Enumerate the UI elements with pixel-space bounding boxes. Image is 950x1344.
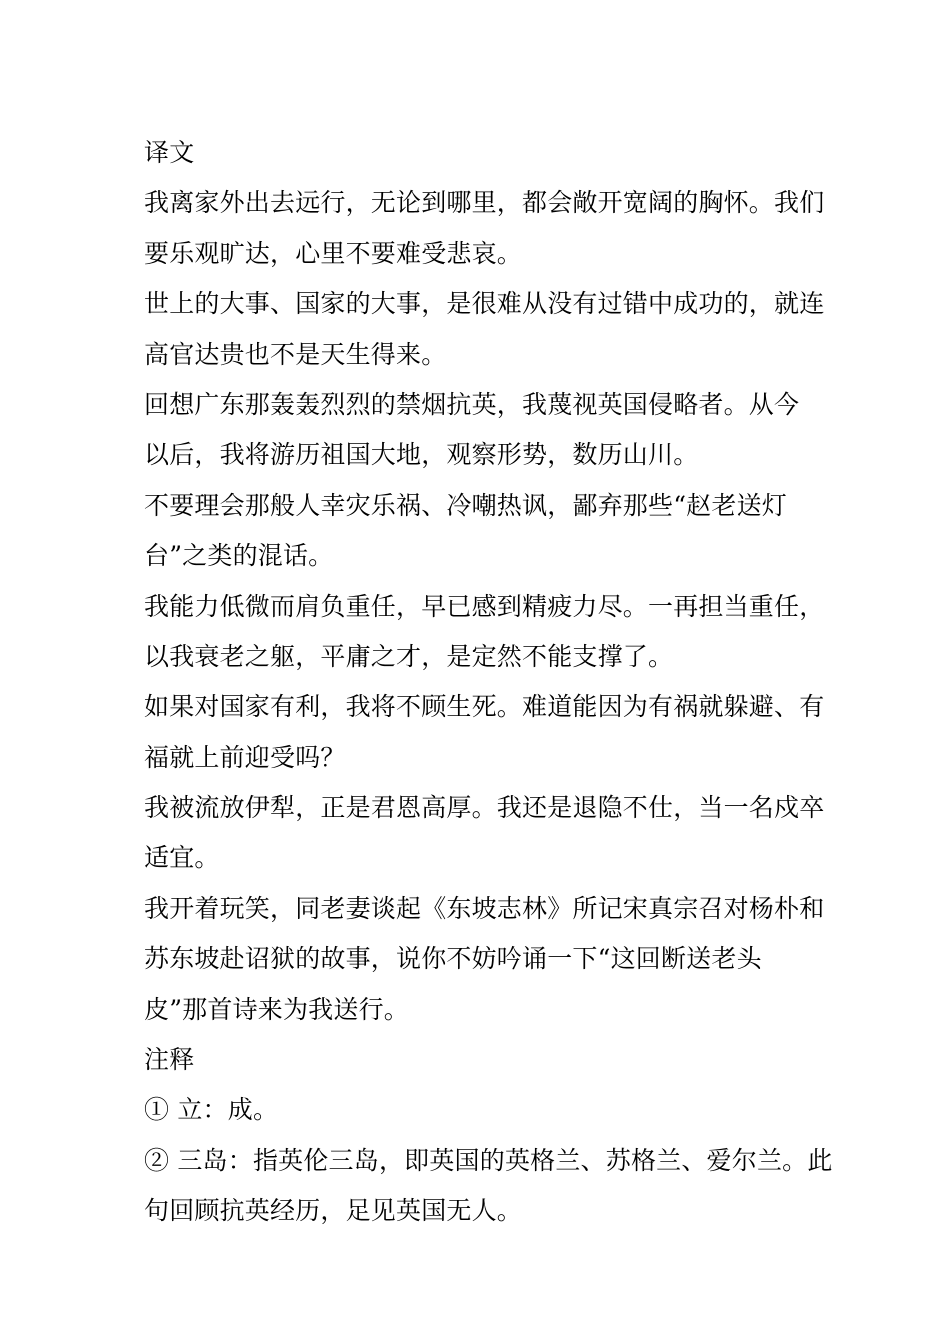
document-page <box>144 128 833 1237</box>
translation-line: 台”之类的混话。 <box>144 541 334 571</box>
translation-line: 皮”那首诗来为我送行。 <box>144 994 409 1024</box>
translation-line: 我离家外出去远行，无论到哪里，都会敞开宽阔的胸怀。我们 <box>144 188 825 218</box>
translation-line: 苏东坡赴诏狱的故事，说你不妨吟诵一下“这回断送老头 <box>144 944 762 974</box>
translation-line: 适宜。 <box>144 843 220 873</box>
note-line: ① 立：成。 <box>144 1095 279 1125</box>
translation-line: 高官达贵也不是天生得来。 <box>144 339 447 369</box>
translation-line: 福就上前迎受吗？ <box>144 742 346 772</box>
note-line: ② 三岛：指英伦三岛，即英国的英格兰、苏格兰、爱尔兰。此 <box>144 1145 833 1175</box>
translation-heading: 译文 <box>144 138 195 167</box>
translation-line: 我被流放伊犁，正是君恩高厚。我还是退隐不仕，当一名戍卒 <box>144 793 825 823</box>
translation-line: 世上的大事、国家的大事，是很难从没有过错中成功的，就连 <box>144 289 825 319</box>
note-line: 句回顾抗英经历，足见英国无人。 <box>144 1196 523 1226</box>
translation-line: 回想广东那轰轰烈烈的禁烟抗英，我蔑视英国侵略者。从今 <box>144 389 800 419</box>
translation-line: 如果对国家有利，我将不顾生死。难道能因为有祸就躲避、有 <box>144 692 825 722</box>
translation-line: 以后，我将游历祖国大地，观察形势，数历山川。 <box>144 440 699 470</box>
translation-line: 不要理会那般人幸灾乐祸、冷嘲热讽，鄙弃那些“赵老送灯 <box>144 490 787 520</box>
translation-line: 我开着玩笑，同老妻谈起《东坡志林》所记宋真宗召对杨朴和 <box>144 893 825 923</box>
translation-line: 我能力低微而肩负重任，早已感到精疲力尽。一再担当重任， <box>144 591 825 621</box>
notes-heading: 注释 <box>144 1045 195 1075</box>
translation-line: 要乐观旷达，心里不要难受悲哀。 <box>144 238 523 268</box>
translation-line: 以我衰老之躯，平庸之才，是定然不能支撑了。 <box>144 641 674 671</box>
